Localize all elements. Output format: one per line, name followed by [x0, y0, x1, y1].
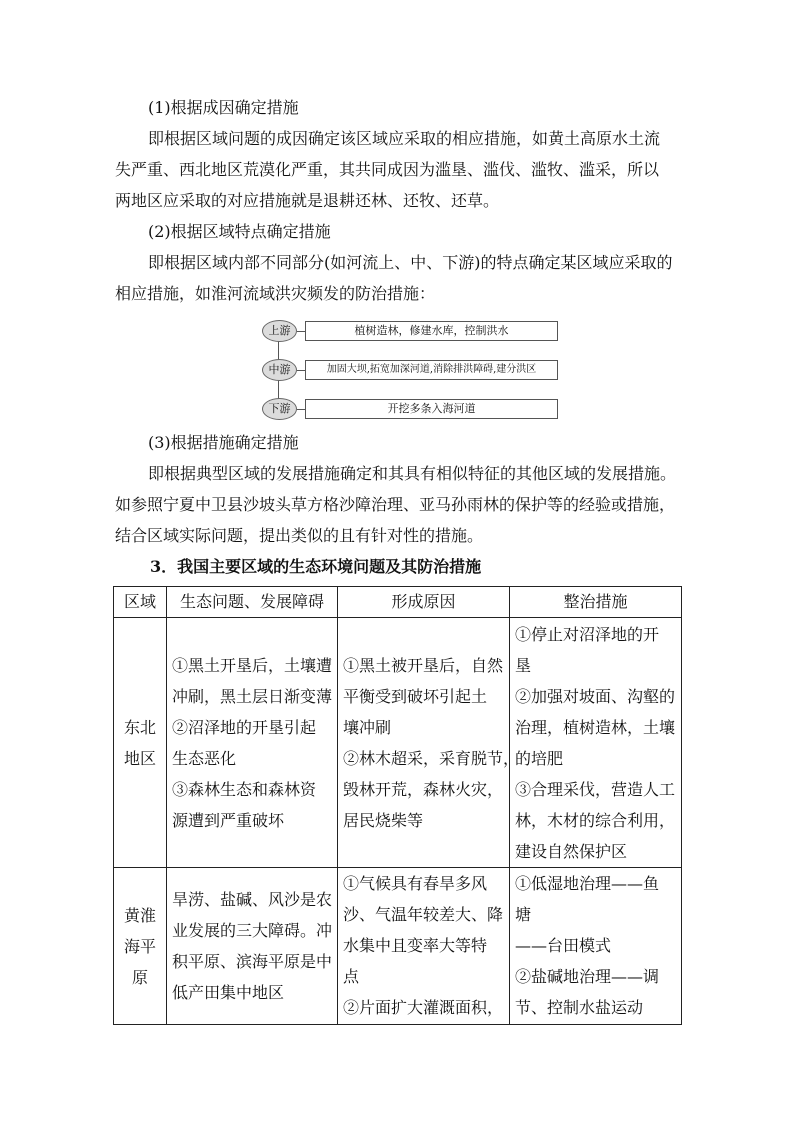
cell-line: ②林木超采，采育脱节， — [343, 748, 520, 768]
cell-line: 毁林开荒，森林火灾， — [343, 779, 504, 799]
stage-measure-upstream: 植树造林，修建水库，控制洪水 — [305, 321, 558, 341]
table-row — [114, 868, 682, 1025]
stage-downstream — [262, 398, 560, 422]
cell-line: 点 — [343, 967, 360, 986]
stage-upstream — [262, 320, 560, 344]
stage-connector — [297, 331, 305, 332]
cell-line: 建设自然保护区 — [515, 841, 628, 861]
header-problems: 生态问题、发展障碍 — [167, 587, 338, 618]
cell-line: 的培肥 — [515, 748, 564, 768]
cell-line: 治理，植树造林，土壤 — [515, 717, 676, 737]
cell-line: ①黑土被开垦后，自然 — [343, 655, 504, 675]
cell-line: ②沼泽地的开垦引起 — [172, 717, 317, 737]
cell-line: 源遭到严重破坏 — [172, 810, 285, 830]
cell-line: 海平 — [123, 936, 156, 956]
paragraph-1-line-1: 即根据区域问题的成因确定该区域应采取的相应措施，如黄土高原水土流 — [148, 129, 661, 148]
stage-measure-midstream: 加固大坝,拓宽加深河道,消除排洪障碍,建分洪区 — [305, 360, 558, 380]
cell-line: 地区 — [123, 748, 156, 768]
cell-line: 沙、气温年较差大、降 — [343, 905, 504, 924]
cell-line: 东北 — [123, 717, 156, 737]
cell-line: 低产田集中地区 — [172, 983, 285, 1002]
table-row — [114, 618, 682, 868]
stage-connector — [297, 370, 305, 371]
cell-line: 黄淮 — [123, 905, 156, 925]
huaihe-flood-diagram — [262, 319, 560, 421]
cell-line: 居民烧柴等 — [343, 810, 424, 830]
stage-measure-downstream: 开挖多条入海河道 — [305, 399, 558, 419]
eco-problems-table — [113, 586, 682, 1025]
cell-line: 冲刷，黑土层日渐变薄 — [172, 686, 333, 706]
cell-line: 林，木材的综合利用， — [515, 810, 676, 830]
cell-line: 原 — [131, 967, 148, 987]
cell-line: 积平原、滨海平原是中 — [172, 952, 333, 971]
cell-line: 壤冲刷 — [343, 717, 392, 737]
stage-label-upstream: 上游 — [262, 320, 297, 342]
cell-line: 节、控制水盐运动 — [515, 998, 644, 1017]
heading-3: (3)根据措施确定措施 — [148, 433, 299, 452]
cell-line: 平衡受到破坏引起土 — [343, 686, 488, 706]
paragraph-3-line-2: 如参照宁夏中卫县沙坡头草方格沙障治理、亚马孙雨林的保护等的经验或措施， — [115, 495, 676, 514]
cell-region — [114, 618, 167, 868]
cell-measures — [510, 868, 682, 1025]
heading-2: (2)根据区域特点确定措施 — [148, 222, 331, 241]
cell-region — [114, 868, 167, 1025]
cell-line: 生态恶化 — [172, 748, 237, 768]
cell-line: ②片面扩大灌溉面积， — [343, 998, 504, 1017]
cell-line: ①气候具有春旱多风 — [343, 874, 488, 893]
stage-label-midstream: 中游 — [262, 359, 297, 381]
cell-line: 塘 — [515, 905, 532, 924]
cell-line: ①黑土开垦后，土壤遭 — [172, 655, 333, 675]
header-causes: 形成原因 — [338, 587, 510, 618]
cell-line: ①停止对沼泽地的开 — [515, 624, 660, 644]
cell-measures — [510, 618, 682, 868]
heading-1: (1)根据成因确定措施 — [148, 98, 299, 117]
paragraph-2-line-2: 相应措施，如淮河流域洪灾频发的防治措施： — [115, 284, 436, 303]
table-header-row — [114, 587, 682, 618]
paragraph-1-line-3: 两地区应采取的对应措施就是退耕还林、还牧、还草。 — [115, 191, 500, 210]
cell-line: 水集中且变率大等特 — [343, 936, 488, 955]
cell-line: ——台田模式 — [515, 936, 612, 955]
paragraph-3-line-3: 结合区域实际问题，提出类似的且有针对性的措施。 — [115, 526, 484, 545]
cell-line: ③森林生态和森林资 — [172, 779, 317, 799]
section-title: 3．我国主要区域的生态环境问题及其防治措施 — [150, 557, 482, 576]
cell-causes — [338, 868, 510, 1025]
cell-problems — [167, 618, 338, 868]
stage-label-downstream: 下游 — [262, 398, 297, 420]
cell-line: 业发展的三大障碍。冲 — [172, 921, 333, 940]
cell-causes — [338, 618, 520, 868]
paragraph-3-line-1: 即根据典型区域的发展措施确定和其具有相似特征的其他区域的发展措施。 — [148, 464, 677, 483]
paragraph-1-line-2: 失严重、西北地区荒漠化严重，其共同成因为滥垦、滥伐、滥牧、滥采，所以 — [115, 160, 660, 179]
cell-line: ①低湿地治理——鱼 — [515, 874, 660, 893]
stage-connector — [297, 409, 305, 410]
header-region: 区域 — [114, 587, 167, 618]
paragraph-2-line-1: 即根据区域内部不同部分(如河流上、中、下游)的特点确定某区域应采取的 — [148, 253, 673, 272]
stage-midstream — [262, 359, 560, 383]
cell-problems — [167, 868, 338, 1025]
cell-line: ③合理采伐，营造人工 — [515, 779, 676, 799]
cell-line: ②加强对坡面、沟壑的 — [515, 686, 676, 706]
cell-line: 垦 — [515, 655, 532, 675]
header-measures: 整治措施 — [510, 587, 682, 618]
cell-line: 旱涝、盐碱、风沙是农 — [172, 890, 333, 909]
cell-line: ②盐碱地治理——调 — [515, 967, 660, 986]
